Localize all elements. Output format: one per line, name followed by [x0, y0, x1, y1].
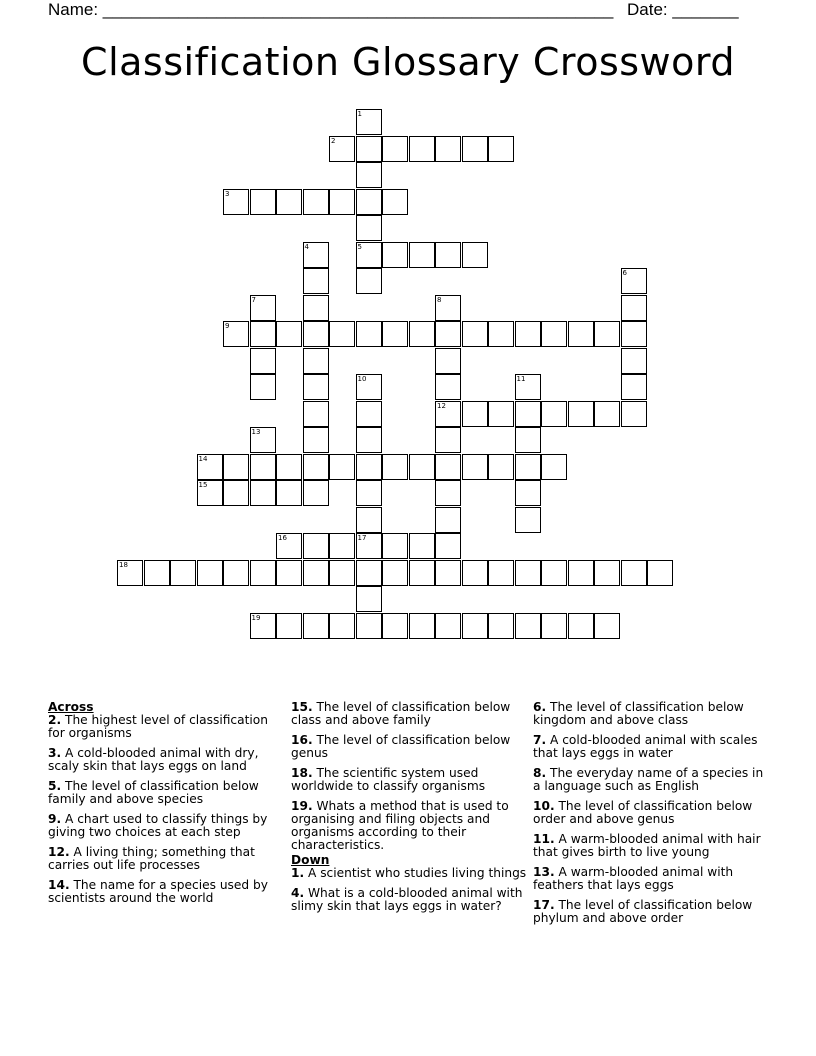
crossword-cell[interactable] [409, 321, 435, 347]
crossword-cell[interactable] [621, 374, 647, 400]
crossword-cell[interactable] [303, 348, 329, 374]
crossword-cell[interactable] [488, 454, 514, 480]
cell-number: 16 [278, 534, 287, 542]
page-title: Classification Glossary Crossword [81, 40, 735, 84]
crossword-cell[interactable] [250, 613, 276, 639]
clue-down-6: 6. The level of classification below kingdom and above class [533, 700, 744, 727]
crossword-cell[interactable] [303, 560, 329, 586]
crossword-cell[interactable] [303, 533, 329, 559]
crossword-cell[interactable] [409, 454, 435, 480]
clue-number: 4 [291, 886, 300, 900]
date-line: Date: _______ [627, 0, 739, 19]
crossword-cell[interactable] [568, 560, 594, 586]
crossword-cell[interactable] [250, 348, 276, 374]
crossword-cell[interactable] [382, 242, 408, 268]
cell-number: 2 [331, 136, 336, 145]
crossword-cell[interactable] [541, 401, 567, 427]
clue-text: A scientist who studies living things [308, 866, 527, 880]
crossword-cell[interactable] [621, 295, 647, 321]
across-heading: Across [48, 700, 94, 714]
clue-number: 19 [291, 799, 308, 813]
cell-number: 18 [119, 560, 128, 569]
crossword-cell[interactable] [197, 560, 223, 586]
crossword-cell[interactable] [303, 321, 329, 347]
crossword-cell[interactable] [462, 321, 488, 347]
clue-text: The level of classification below order and above genus [533, 799, 753, 826]
crossword-cell[interactable] [515, 427, 541, 453]
crossword-cell[interactable] [462, 613, 488, 639]
crossword-cell[interactable] [276, 560, 302, 586]
crossword-cell[interactable] [250, 295, 276, 321]
crossword-cell[interactable] [356, 533, 382, 559]
clue-down-1: 1. A scientist who studies living things [291, 866, 527, 880]
crossword-cell[interactable] [462, 136, 488, 162]
crossword-cell[interactable] [250, 427, 276, 453]
clue-text: A cold-blooded animal with dry, scaly skin that lays eggs on land [48, 746, 259, 773]
clue-down-17: 17. The level of classification below phylum and above order [533, 898, 753, 925]
crossword-cell[interactable] [515, 454, 541, 480]
crossword-cell[interactable] [303, 454, 329, 480]
crossword-cell[interactable] [435, 613, 461, 639]
crossword-cell[interactable] [515, 613, 541, 639]
clue-text: The level of classification below family and above species [48, 779, 259, 806]
clue-across-15: 15. The level of classification below class and above family [291, 700, 511, 727]
clue-text: The name for a species used by scientists around the world [48, 878, 268, 905]
crossword-cell[interactable] [356, 242, 382, 268]
clue-number: 8 [533, 766, 542, 780]
clue-text: A cold-blooded animal with scales that lays eggs in water [533, 733, 758, 760]
crossword-cell[interactable] [462, 560, 488, 586]
crossword-cell[interactable] [250, 374, 276, 400]
crossword-cell[interactable] [329, 613, 355, 639]
crossword-cell[interactable] [356, 268, 382, 294]
down-heading: Down [291, 853, 330, 867]
cell-number: 13 [251, 428, 261, 436]
crossword-cell[interactable] [223, 560, 249, 586]
crossword-cell[interactable] [329, 454, 355, 480]
crossword-cell[interactable] [435, 427, 461, 453]
clue-down-10: 10. The level of classification below order and above genus [533, 799, 753, 826]
crossword-cell[interactable] [303, 268, 329, 294]
crossword-cell[interactable] [594, 321, 620, 347]
clue-text: What is a cold-blooded animal with slimy skin that lays eggs in water? [291, 886, 523, 913]
crossword-cell[interactable] [409, 533, 435, 559]
crossword-cell[interactable] [621, 268, 647, 294]
cell-number: 5 [357, 242, 362, 251]
clue-down-13: 13. A warm-blooded animal with feathers that lays eggs [533, 865, 734, 892]
clue-number: 11 [533, 832, 550, 846]
cell-number: 19 [251, 613, 261, 622]
clues-column-3 [533, 701, 773, 932]
crossword-cell[interactable] [329, 533, 355, 559]
crossword-cell[interactable] [435, 321, 461, 347]
clue-text: A chart used to classify things by giving two choices at each step [48, 812, 268, 839]
clue-number: 9 [48, 812, 57, 826]
clue-down-8: 8. The everyday name of a species in a language such as English [533, 766, 764, 793]
crossword-cell[interactable] [303, 613, 329, 639]
clue-text: A warm-blooded animal with hair that gives birth to live young [533, 832, 761, 859]
clue-across-18: 18. The scientific system used worldwide to classify organisms [291, 766, 486, 793]
crossword-cell[interactable] [117, 560, 143, 586]
clue-across-3: 3. A cold-blooded animal with dry, scaly skin that lays eggs on land [48, 746, 259, 773]
cell-number: 11 [516, 375, 526, 383]
cell-number: 4 [304, 242, 309, 251]
crossword-cell[interactable] [223, 321, 249, 347]
crossword-cell[interactable] [356, 321, 382, 347]
crossword-cell[interactable] [409, 242, 435, 268]
crossword-cell[interactable] [568, 321, 594, 347]
crossword-cell[interactable] [356, 586, 382, 612]
cell-number: 14 [198, 454, 208, 463]
crossword-cell[interactable] [303, 189, 329, 215]
clue-number: 1 [291, 866, 300, 880]
cell-number: 15 [198, 481, 208, 489]
cell-number: 3 [225, 189, 230, 198]
crossword-cell[interactable] [515, 507, 541, 533]
crossword-cell[interactable] [541, 560, 567, 586]
crossword-cell[interactable] [647, 560, 673, 586]
clue-across-14: 14. The name for a species used by scientists around the world [48, 878, 268, 905]
crossword-cell[interactable] [303, 374, 329, 400]
clue-text: The level of classification below class and above family [291, 700, 511, 727]
crossword-cell[interactable] [276, 321, 302, 347]
clue-text: The highest level of classification for organisms [48, 713, 268, 740]
clue-down-4: 4. What is a cold-blooded animal with slimy skin that lays eggs in water? [291, 886, 523, 913]
clue-across-2: 2. The highest level of classification for organisms [48, 713, 268, 740]
clue-text: Whats a method that is used to organising and filing objects and organisms according to their characteristics. [291, 799, 509, 852]
crossword-cell[interactable] [382, 533, 408, 559]
cell-number: 1 [357, 110, 362, 118]
crossword-cell[interactable] [356, 136, 382, 162]
crossword-cell[interactable] [170, 560, 196, 586]
crossword-cell[interactable] [303, 242, 329, 268]
crossword-cell[interactable] [382, 321, 408, 347]
crossword-cell[interactable] [541, 613, 567, 639]
clue-number: 2 [48, 713, 57, 727]
crossword-cell[interactable] [197, 454, 223, 480]
crossword-cell[interactable] [435, 507, 461, 533]
crossword-cell[interactable] [435, 401, 461, 427]
clue-text: The level of classification below kingdom and above class [533, 700, 744, 727]
crossword-cell[interactable] [356, 613, 382, 639]
clue-number: 17 [533, 898, 550, 912]
crossword-cell[interactable] [621, 560, 647, 586]
clue-text: The everyday name of a species in a language such as English [533, 766, 764, 793]
cell-number: 6 [622, 269, 627, 277]
crossword-cell[interactable] [435, 560, 461, 586]
clue-number: 16 [291, 733, 308, 747]
crossword-cell[interactable] [488, 560, 514, 586]
crossword-cell[interactable] [382, 454, 408, 480]
crossword-cell[interactable] [515, 480, 541, 506]
name-line: Name: ______________________________________________________ [48, 0, 614, 19]
cell-number: 8 [437, 295, 442, 304]
crossword-cell[interactable] [621, 348, 647, 374]
crossword-cell[interactable] [276, 454, 302, 480]
crossword-cell[interactable] [276, 189, 302, 215]
clue-across-19: 19. Whats a method that is used to organising and filing objects and organisms according to their characteristics. [291, 799, 509, 852]
cell-number: 17 [357, 534, 367, 542]
crossword-cell[interactable] [382, 613, 408, 639]
crossword-cell[interactable] [223, 189, 249, 215]
crossword-cell[interactable] [356, 427, 382, 453]
crossword-cell[interactable] [303, 480, 329, 506]
crossword-cell[interactable] [515, 401, 541, 427]
crossword-cell[interactable] [462, 454, 488, 480]
crossword-cell[interactable] [250, 480, 276, 506]
clue-number: 5 [48, 779, 57, 793]
crossword-cell[interactable] [435, 374, 461, 400]
crossword-cell[interactable] [303, 427, 329, 453]
crossword-cell[interactable] [223, 480, 249, 506]
crossword-cell[interactable] [515, 321, 541, 347]
crossword-cell[interactable] [435, 533, 461, 559]
crossword-cell[interactable] [197, 480, 223, 506]
cell-number: 7 [251, 295, 256, 304]
crossword-cell[interactable] [435, 136, 461, 162]
cell-number: 12 [437, 401, 446, 410]
crossword-cell[interactable] [356, 480, 382, 506]
crossword-cell[interactable] [488, 613, 514, 639]
crossword-cell[interactable] [356, 162, 382, 188]
crossword-cell[interactable] [515, 560, 541, 586]
cell-number: 10 [357, 375, 367, 383]
crossword-cell[interactable] [329, 321, 355, 347]
crossword-cell[interactable] [435, 480, 461, 506]
crossword-cell[interactable] [594, 560, 620, 586]
crossword-cell[interactable] [621, 401, 647, 427]
crossword-cell[interactable] [409, 560, 435, 586]
crossword-cell[interactable] [488, 321, 514, 347]
clue-text: The level of classification below phylum and above order [533, 898, 753, 925]
crossword-cell[interactable] [621, 321, 647, 347]
crossword-cell[interactable] [144, 560, 170, 586]
clue-down-7: 7. A cold-blooded animal with scales that lays eggs in water [533, 733, 758, 760]
crossword-cell[interactable] [329, 136, 355, 162]
crossword-cell[interactable] [488, 136, 514, 162]
crossword-cell[interactable] [409, 136, 435, 162]
clue-number: 6 [533, 700, 542, 714]
clue-number: 7 [533, 733, 542, 747]
clue-across-9: 9. A chart used to classify things by giving two choices at each step [48, 812, 268, 839]
crossword-cell[interactable] [356, 189, 382, 215]
clue-number: 15 [291, 700, 308, 714]
crossword-cell[interactable] [356, 560, 382, 586]
clue-number: 3 [48, 746, 57, 760]
clues-column-2 [291, 701, 527, 920]
crossword-cell[interactable] [329, 189, 355, 215]
crossword-cell[interactable] [276, 480, 302, 506]
crossword-cell[interactable] [356, 507, 382, 533]
clue-text: A warm-blooded animal with feathers that lays eggs [533, 865, 734, 892]
clue-text: A living thing; something that carries out life processes [48, 845, 255, 872]
clue-across-12: 12. A living thing; something that carries out life processes [48, 845, 255, 872]
crossword-cell[interactable] [250, 189, 276, 215]
crossword-cell[interactable] [568, 613, 594, 639]
crossword-cell[interactable] [462, 242, 488, 268]
crossword-cell[interactable] [435, 454, 461, 480]
crossword-cell[interactable] [356, 109, 382, 135]
cell-number: 9 [225, 322, 230, 330]
crossword-cell[interactable] [356, 374, 382, 400]
crossword-cell[interactable] [462, 401, 488, 427]
crossword-cell[interactable] [356, 215, 382, 241]
crossword-cell[interactable] [250, 560, 276, 586]
crossword-cell[interactable] [356, 454, 382, 480]
crossword-cell[interactable] [276, 613, 302, 639]
crossword-cell[interactable] [568, 401, 594, 427]
crossword-cell[interactable] [488, 401, 514, 427]
crossword-cell[interactable] [329, 560, 355, 586]
clue-text: The level of classification below genus [291, 733, 511, 760]
clue-across-16: 16. The level of classification below genus [291, 733, 511, 760]
clue-number: 10 [533, 799, 550, 813]
clues-column-1 [48, 701, 284, 912]
crossword-cell[interactable] [356, 401, 382, 427]
crossword-cell[interactable] [276, 533, 302, 559]
clue-down-11: 11. A warm-blooded animal with hair that gives birth to live young [533, 832, 761, 859]
crossword-cell[interactable] [303, 401, 329, 427]
clue-number: 12 [48, 845, 65, 859]
crossword-cell[interactable] [594, 401, 620, 427]
crossword-cell[interactable] [594, 613, 620, 639]
crossword-cell[interactable] [223, 454, 249, 480]
crossword-cell[interactable] [409, 613, 435, 639]
clue-number: 13 [533, 865, 550, 879]
crossword-cell[interactable] [382, 189, 408, 215]
crossword-cell[interactable] [303, 295, 329, 321]
crossword-cell[interactable] [435, 348, 461, 374]
clue-number: 14 [48, 878, 65, 892]
crossword-cell[interactable] [515, 374, 541, 400]
crossword-cell[interactable] [250, 321, 276, 347]
clue-text: The scientific system used worldwide to classify organisms [291, 766, 486, 793]
crossword-cell[interactable] [382, 136, 408, 162]
crossword-cell[interactable] [435, 242, 461, 268]
clue-number: 18 [291, 766, 308, 780]
crossword-cell[interactable] [250, 454, 276, 480]
crossword-cell[interactable] [541, 321, 567, 347]
crossword-cell[interactable] [382, 560, 408, 586]
clue-across-5: 5. The level of classification below family and above species [48, 779, 259, 806]
crossword-cell[interactable] [541, 454, 567, 480]
crossword-cell[interactable] [435, 295, 461, 321]
